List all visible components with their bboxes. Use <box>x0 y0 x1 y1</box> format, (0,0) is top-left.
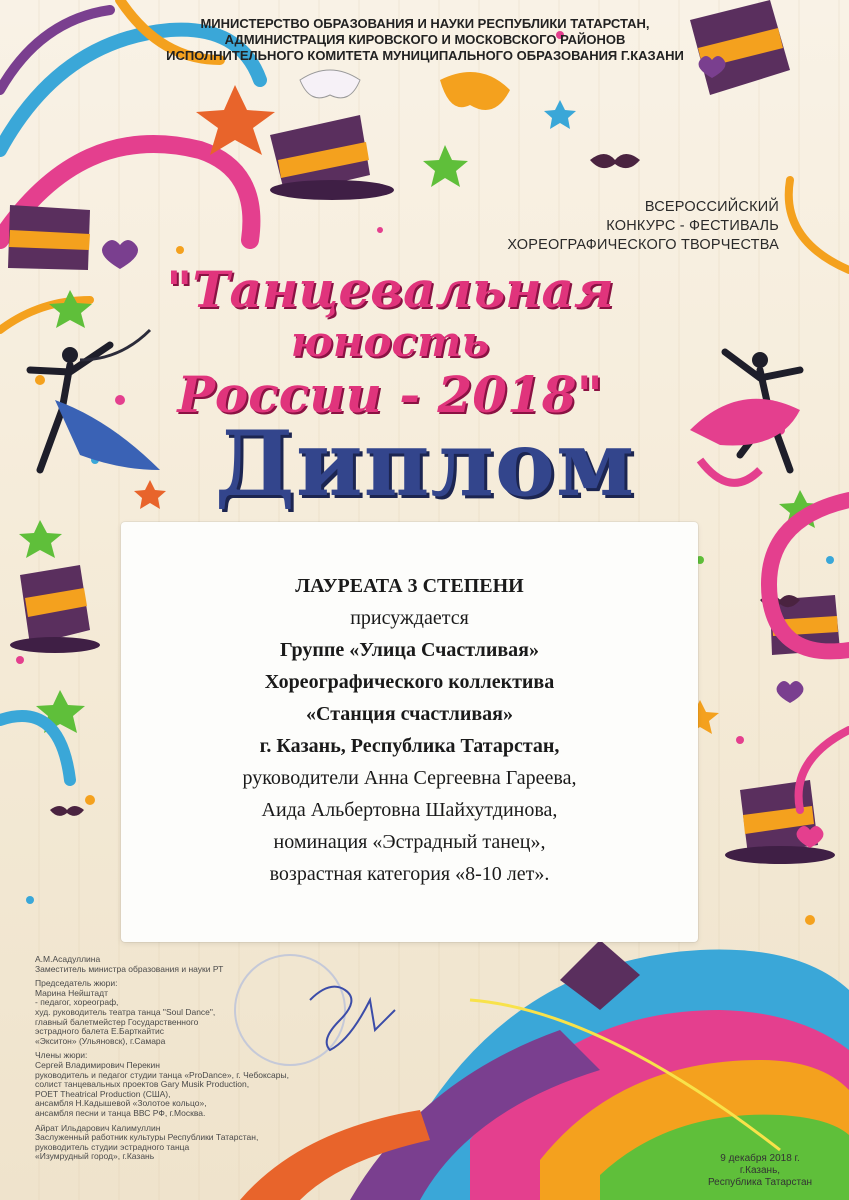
award-line: Аида Альбертовна Шайхутдинова, <box>261 799 558 821</box>
award-age-category: возрастная категория «8-10 лет». <box>269 863 550 885</box>
signature-line: Заслуженный работник культуры Республики Татарстан, <box>35 1132 259 1143</box>
signature-line: руководитель студии эстрадного танца <box>35 1141 190 1152</box>
signature-line: Марина Нейштадт <box>35 987 108 998</box>
contest-line: ХОРЕОГРАФИЧЕСКОГО ТВОРЧЕСТВА <box>507 237 779 253</box>
document-title: Диплом <box>214 411 636 517</box>
signature-line: Сергей Владимирович Перекин <box>35 1059 160 1070</box>
signature-line: солист танцевальных проектов Gary Musik Production, <box>35 1079 250 1090</box>
contest-line: ВСЕРОССИЙСКИЙ <box>644 199 779 215</box>
signature-block <box>35 979 335 1046</box>
signature-line: Члены жюри: <box>35 1050 88 1061</box>
issue-date: 9 декабря 2018 г. <box>720 1153 800 1164</box>
signature-line: «Изумрудный город», г.Казань <box>35 1151 155 1162</box>
signature-line: POET Theatrical Production (США), <box>35 1088 171 1099</box>
award-nomination: номинация «Эстрадный танец», <box>273 831 546 853</box>
issue-region: Республика Татарстан <box>707 1177 813 1188</box>
signature-line: худ. руководитель театра танца "Soul Dance", <box>35 1006 216 1017</box>
signature-line: руководитель и педагог студии танца «ProDance», г. Чебоксары, <box>35 1069 289 1080</box>
signature-line: Председатель жюри: <box>35 978 118 989</box>
signature-line: эстрадного балета Е.Барткайтис <box>35 1026 165 1037</box>
signature-line: ансамбля песни и танца ВВС РФ, г.Москва. <box>35 1107 206 1118</box>
award-degree: ЛАУРЕАТА 3 СТЕПЕНИ <box>295 575 524 597</box>
signature-line: Айрат Ильдарович Калимуллин <box>35 1122 161 1133</box>
dancer-right-silhouette <box>690 352 800 483</box>
award-text <box>121 570 698 890</box>
issue-date-block <box>700 1153 820 1189</box>
festival-title-line: юность <box>290 317 490 366</box>
contest-line: КОНКУРС - ФЕСТИВАЛЬ <box>606 218 779 234</box>
ministry-line: ИСПОЛНИТЕЛЬНОГО КОМИТЕТА МУНИЦИПАЛЬНОГО ОБРАЗОВАНИЯ Г.КАЗАНИ <box>166 48 684 63</box>
contest-name <box>507 198 779 255</box>
issuing-authority <box>110 16 740 64</box>
issue-city: г.Казань, <box>739 1165 781 1176</box>
award-recipient: Группе «Улица Счастливая» <box>280 639 539 661</box>
festival-title <box>110 262 670 424</box>
ministry-line: АДМИНИСТРАЦИЯ КИРОВСКОГО И МОСКОВСКОГО РАЙОНОВ <box>224 32 626 47</box>
signature-line: главный балетмейстер Государственного <box>35 1016 199 1027</box>
signature-line: А.М.Асадуллина <box>35 954 101 964</box>
signature-line: - педагог, хореограф, <box>35 997 119 1008</box>
jury-signatures <box>35 955 335 1167</box>
signature-block <box>35 1124 335 1162</box>
signature-line: «Экситон» (Ульяновск), г.Самара <box>35 1035 166 1046</box>
award-city: г. Казань, Республика Татарстан, <box>259 735 560 757</box>
award-line: «Станция счастливая» <box>306 703 513 725</box>
festival-title-line: "Танцевальная <box>166 260 614 319</box>
award-line: Хореографического коллектива <box>264 671 555 693</box>
signature-line: Заместитель министра образования и науки РТ <box>35 963 224 974</box>
ministry-line: МИНИСТЕРСТВО ОБРАЗОВАНИЯ И НАУКИ РЕСПУБЛИКИ ТАТАРСТАН, <box>200 16 650 31</box>
signature-line: ансамбля Н.Кадышевой «Золотое кольцо», <box>35 1098 207 1109</box>
award-line: руководители Анна Сергеевна Гареева, <box>242 767 577 789</box>
festival-title-line: России - 2018" <box>177 365 603 424</box>
signature-block <box>35 1051 335 1118</box>
award-line: присуждается <box>350 607 469 629</box>
signature-block <box>35 955 335 974</box>
award-card <box>121 522 698 942</box>
